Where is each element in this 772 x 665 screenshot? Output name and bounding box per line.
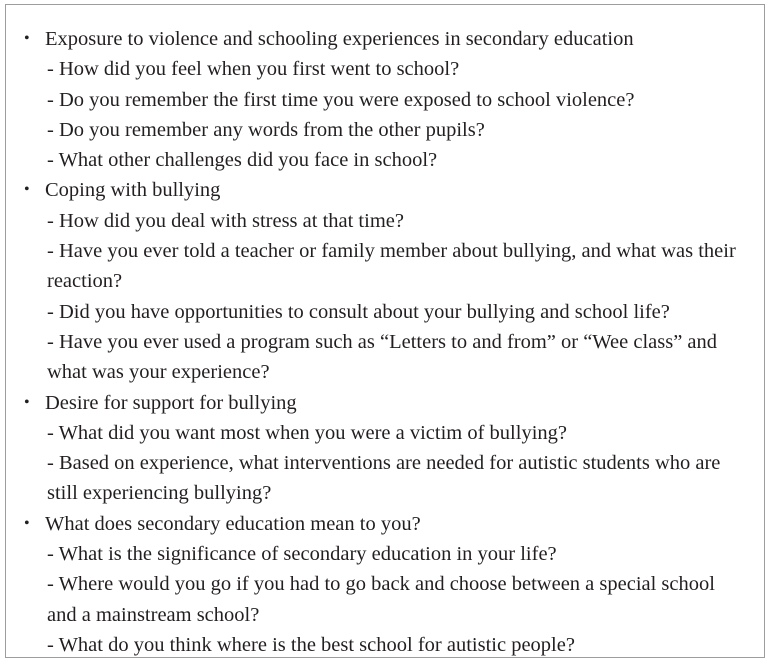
bullet-icon: •: [24, 30, 30, 47]
question-item: - Did you have opportunities to consult about your bullying and school life?: [47, 300, 670, 323]
section-heading-text: Desire for support for bullying: [45, 391, 297, 414]
section-heading-text: Exposure to violence and schooling experiences in secondary education: [45, 28, 634, 50]
question-item: - What other challenges did you face in school?: [47, 149, 438, 172]
question-item: - How did you feel when you first went to school?: [47, 58, 460, 81]
question-item: - Do you remember any words from the other pupils?: [47, 118, 485, 141]
section-coping-with-bullying: [22, 175, 764, 387]
section-heading: [22, 388, 764, 418]
question-item: - Where would you go if you had to go back and choose between a special school and a mainstream school?: [47, 573, 715, 626]
section-heading: [22, 509, 764, 539]
bullet-icon: •: [24, 181, 30, 199]
section-exposure-to-violence: [22, 24, 764, 175]
question-item: - Have you ever told a teacher or family member about bullying, and what was their reaction?: [47, 240, 736, 293]
interview-guide-content: [22, 24, 764, 660]
question-item: - What do you think where is the best school for autistic people?: [47, 633, 575, 656]
question-item: - What is the significance of secondary education in your life?: [47, 543, 557, 566]
section-desire-for-support: [22, 388, 764, 509]
section-heading-text: Coping with bullying: [45, 179, 221, 202]
section-heading-text: What does secondary education mean to you?: [45, 512, 421, 535]
section-heading: [22, 24, 764, 54]
question-item: - What did you want most when you were a victim of bullying?: [47, 421, 567, 444]
question-item: - Do you remember the first time you were exposed to school violence?: [47, 88, 635, 111]
question-item: - Based on experience, what interventions are needed for autistic students who are still experiencing bullying?: [47, 452, 721, 505]
question-item: - How did you deal with stress at that time?: [47, 209, 404, 232]
section-meaning-of-secondary-education: [22, 509, 764, 660]
section-heading: [22, 175, 764, 205]
bullet-icon: •: [24, 393, 30, 411]
interview-guide-box: [5, 4, 765, 658]
bullet-icon: •: [24, 514, 30, 532]
question-item: - Have you ever used a program such as “Letters to and from” or “Wee class” and what was your experience?: [47, 330, 718, 384]
